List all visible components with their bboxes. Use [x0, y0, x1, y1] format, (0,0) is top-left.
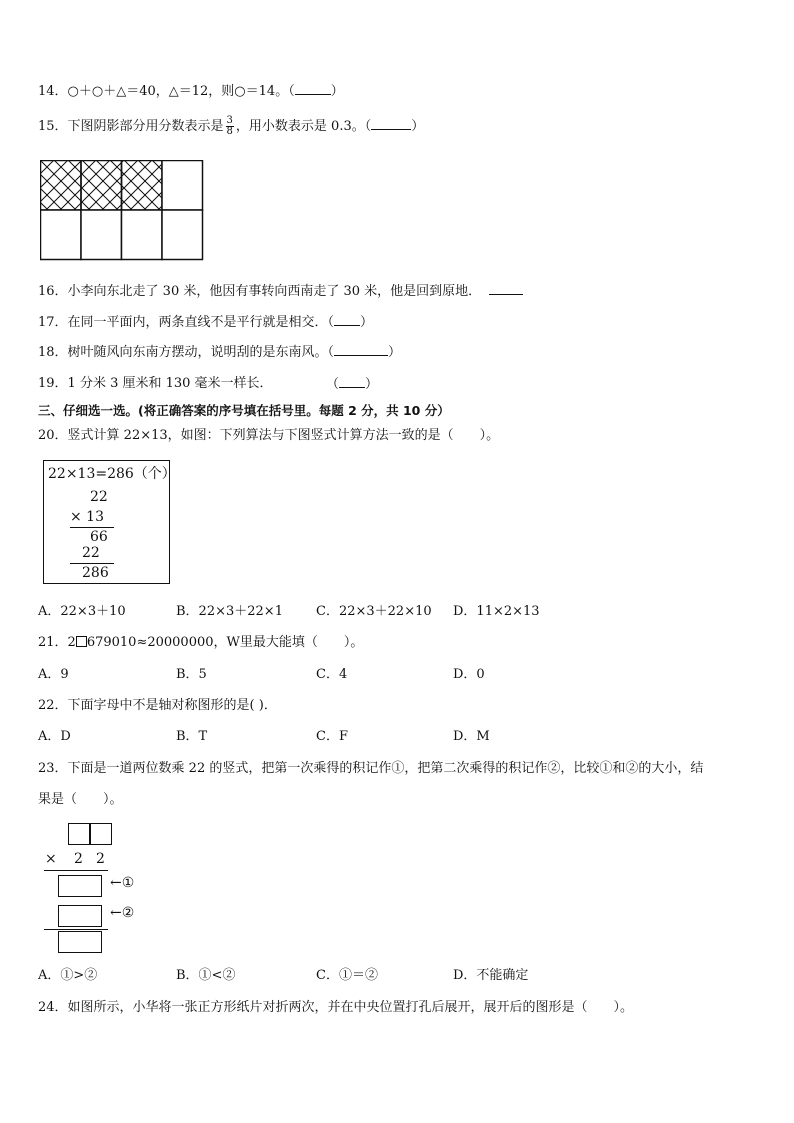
q20-option-d[interactable]: D．11×2×13 — [453, 604, 540, 619]
q20-option-a[interactable]: A．22×3＋10 — [38, 604, 126, 619]
vertical-multiplication-figure — [43, 460, 176, 584]
question-19-answer — [326, 375, 378, 394]
question-18-text: 18．树叶随风向东南方摆动，说明刮的是东南风。（ — [38, 345, 335, 360]
product-1-box — [58, 875, 102, 897]
q22-option-c[interactable]: C．F — [316, 729, 348, 744]
total-box — [58, 931, 102, 953]
product-2-box — [58, 905, 102, 927]
question-18 — [38, 343, 401, 362]
question-20-text: 20．竖式计算 22×13，如图：下列算法与下图竖式计算方法一致的是（ ）。 — [38, 428, 500, 443]
answer-blank[interactable] — [334, 343, 388, 356]
fraction-numerator: 3 — [226, 115, 233, 126]
question-15 — [38, 116, 424, 137]
question-15-text: 15．下图阴影部分用分数表示是 — [38, 119, 224, 134]
digit-box-tens — [68, 823, 90, 845]
question-22-text: 22．下面字母中不是轴对称图形的是( )． — [38, 698, 277, 713]
answer-blank[interactable] — [295, 82, 331, 95]
q20-option-b[interactable]: B．22×3＋22×1 — [176, 604, 283, 619]
blank-square-box[interactable] — [76, 636, 87, 647]
figure-partial-1: 66 — [90, 529, 108, 545]
grid-cell — [81, 210, 122, 260]
question-19-text: 19．1 分米 3 厘米和 130 毫米一样长． — [38, 376, 273, 391]
figure-rule-1 — [70, 527, 114, 528]
question-24-text: 24．如图所示，小华将一张正方形纸片对折两次，并在中央位置打孔后展开，展开后的图形是（ ）。 — [38, 1000, 634, 1015]
question-14 — [38, 82, 344, 101]
answer-blank[interactable] — [489, 282, 523, 295]
paren-close: ） — [411, 119, 425, 134]
q23-option-a[interactable]: A．①>② — [38, 968, 98, 983]
answer-blank[interactable] — [339, 375, 365, 388]
paren-close: ） — [365, 377, 379, 392]
arrow-label-2: ←② — [110, 905, 135, 921]
question-14-text: 14．○＋○＋△＝40，△＝12，则○＝14。（ — [38, 84, 295, 99]
multiplier-digit-1: 2 — [74, 851, 83, 867]
answer-blank[interactable] — [371, 117, 411, 130]
grid-cell — [162, 161, 203, 211]
q23-option-c[interactable]: C．①＝② — [316, 968, 378, 983]
q21-option-b[interactable]: B．5 — [176, 667, 207, 682]
question-16 — [38, 282, 523, 301]
arrow-label-1: ←① — [110, 875, 135, 891]
paren-close: ） — [330, 84, 344, 99]
rule-2 — [44, 929, 108, 930]
times-sign: × — [45, 851, 57, 867]
grid-cell-shaded — [41, 161, 82, 211]
figure-header: 22×13=286（个） — [48, 466, 176, 482]
fraction — [226, 116, 234, 137]
question-23-line-2: 果是（ ）。 — [38, 792, 123, 807]
question-21-text-2: 679010≈20000000，W里最大能填（ ）。 — [86, 635, 364, 650]
figure-multiplicand: 22 — [90, 489, 108, 505]
q22-option-a[interactable]: A．D — [38, 729, 71, 744]
paren-close: ） — [388, 345, 402, 360]
question-16-text: 16．小李向东北走了 30 米，他因有事转向西南走了 30 米，他是回到原地． — [38, 284, 482, 299]
figure-multiplier: × 13 — [70, 509, 104, 525]
paren-open: （ — [326, 377, 340, 392]
q23-option-b[interactable]: B．①<② — [176, 968, 236, 983]
grid-cell — [41, 210, 82, 260]
grid-cell-shaded — [81, 161, 122, 211]
answer-blank[interactable] — [334, 313, 360, 326]
q21-option-c[interactable]: C．4 — [316, 667, 348, 682]
question-23-line-1: 23．下面是一道两位数乘 22 的竖式，把第一次乘得的积记作①，把第二次乘得的积记作②，比较①和②的大小，结 — [38, 761, 704, 776]
q23-option-d[interactable]: D．不能确定 — [453, 968, 529, 983]
question-21-text: 21．2 — [38, 635, 76, 650]
section-3-heading: 三、仔细选一选。(将正确答案的序号填在括号里。每题 2 分，共 10 分） — [38, 403, 450, 418]
q22-option-d[interactable]: D．M — [453, 729, 490, 744]
q21-option-d[interactable]: D．0 — [453, 667, 485, 682]
question-17-text: 17．在同一平面内，两条直线不是平行就是相交．（ — [38, 315, 335, 330]
rule-1 — [44, 870, 108, 871]
figure-product: 286 — [82, 565, 109, 581]
paren-close: ） — [360, 315, 374, 330]
multiplier-digit-2: 2 — [96, 851, 105, 867]
grid-cell — [122, 210, 163, 260]
shaded-grid-figure — [40, 160, 206, 261]
question-17 — [38, 313, 373, 332]
grid-cell-shaded — [122, 161, 163, 211]
grid-cell — [162, 210, 203, 260]
figure-partial-2: 22 — [82, 545, 100, 561]
digit-box-ones — [90, 823, 112, 845]
fraction-denominator: 8 — [226, 126, 233, 137]
question-21 — [38, 634, 363, 652]
q21-option-a[interactable]: A．9 — [38, 667, 69, 682]
question-19 — [38, 375, 273, 393]
figure-rule-2 — [70, 563, 114, 564]
q22-option-b[interactable]: B．T — [176, 729, 208, 744]
q20-option-c[interactable]: C．22×3＋22×10 — [316, 604, 432, 619]
question-15-text-2: ，用小数表示是 0.3。（ — [235, 119, 372, 134]
